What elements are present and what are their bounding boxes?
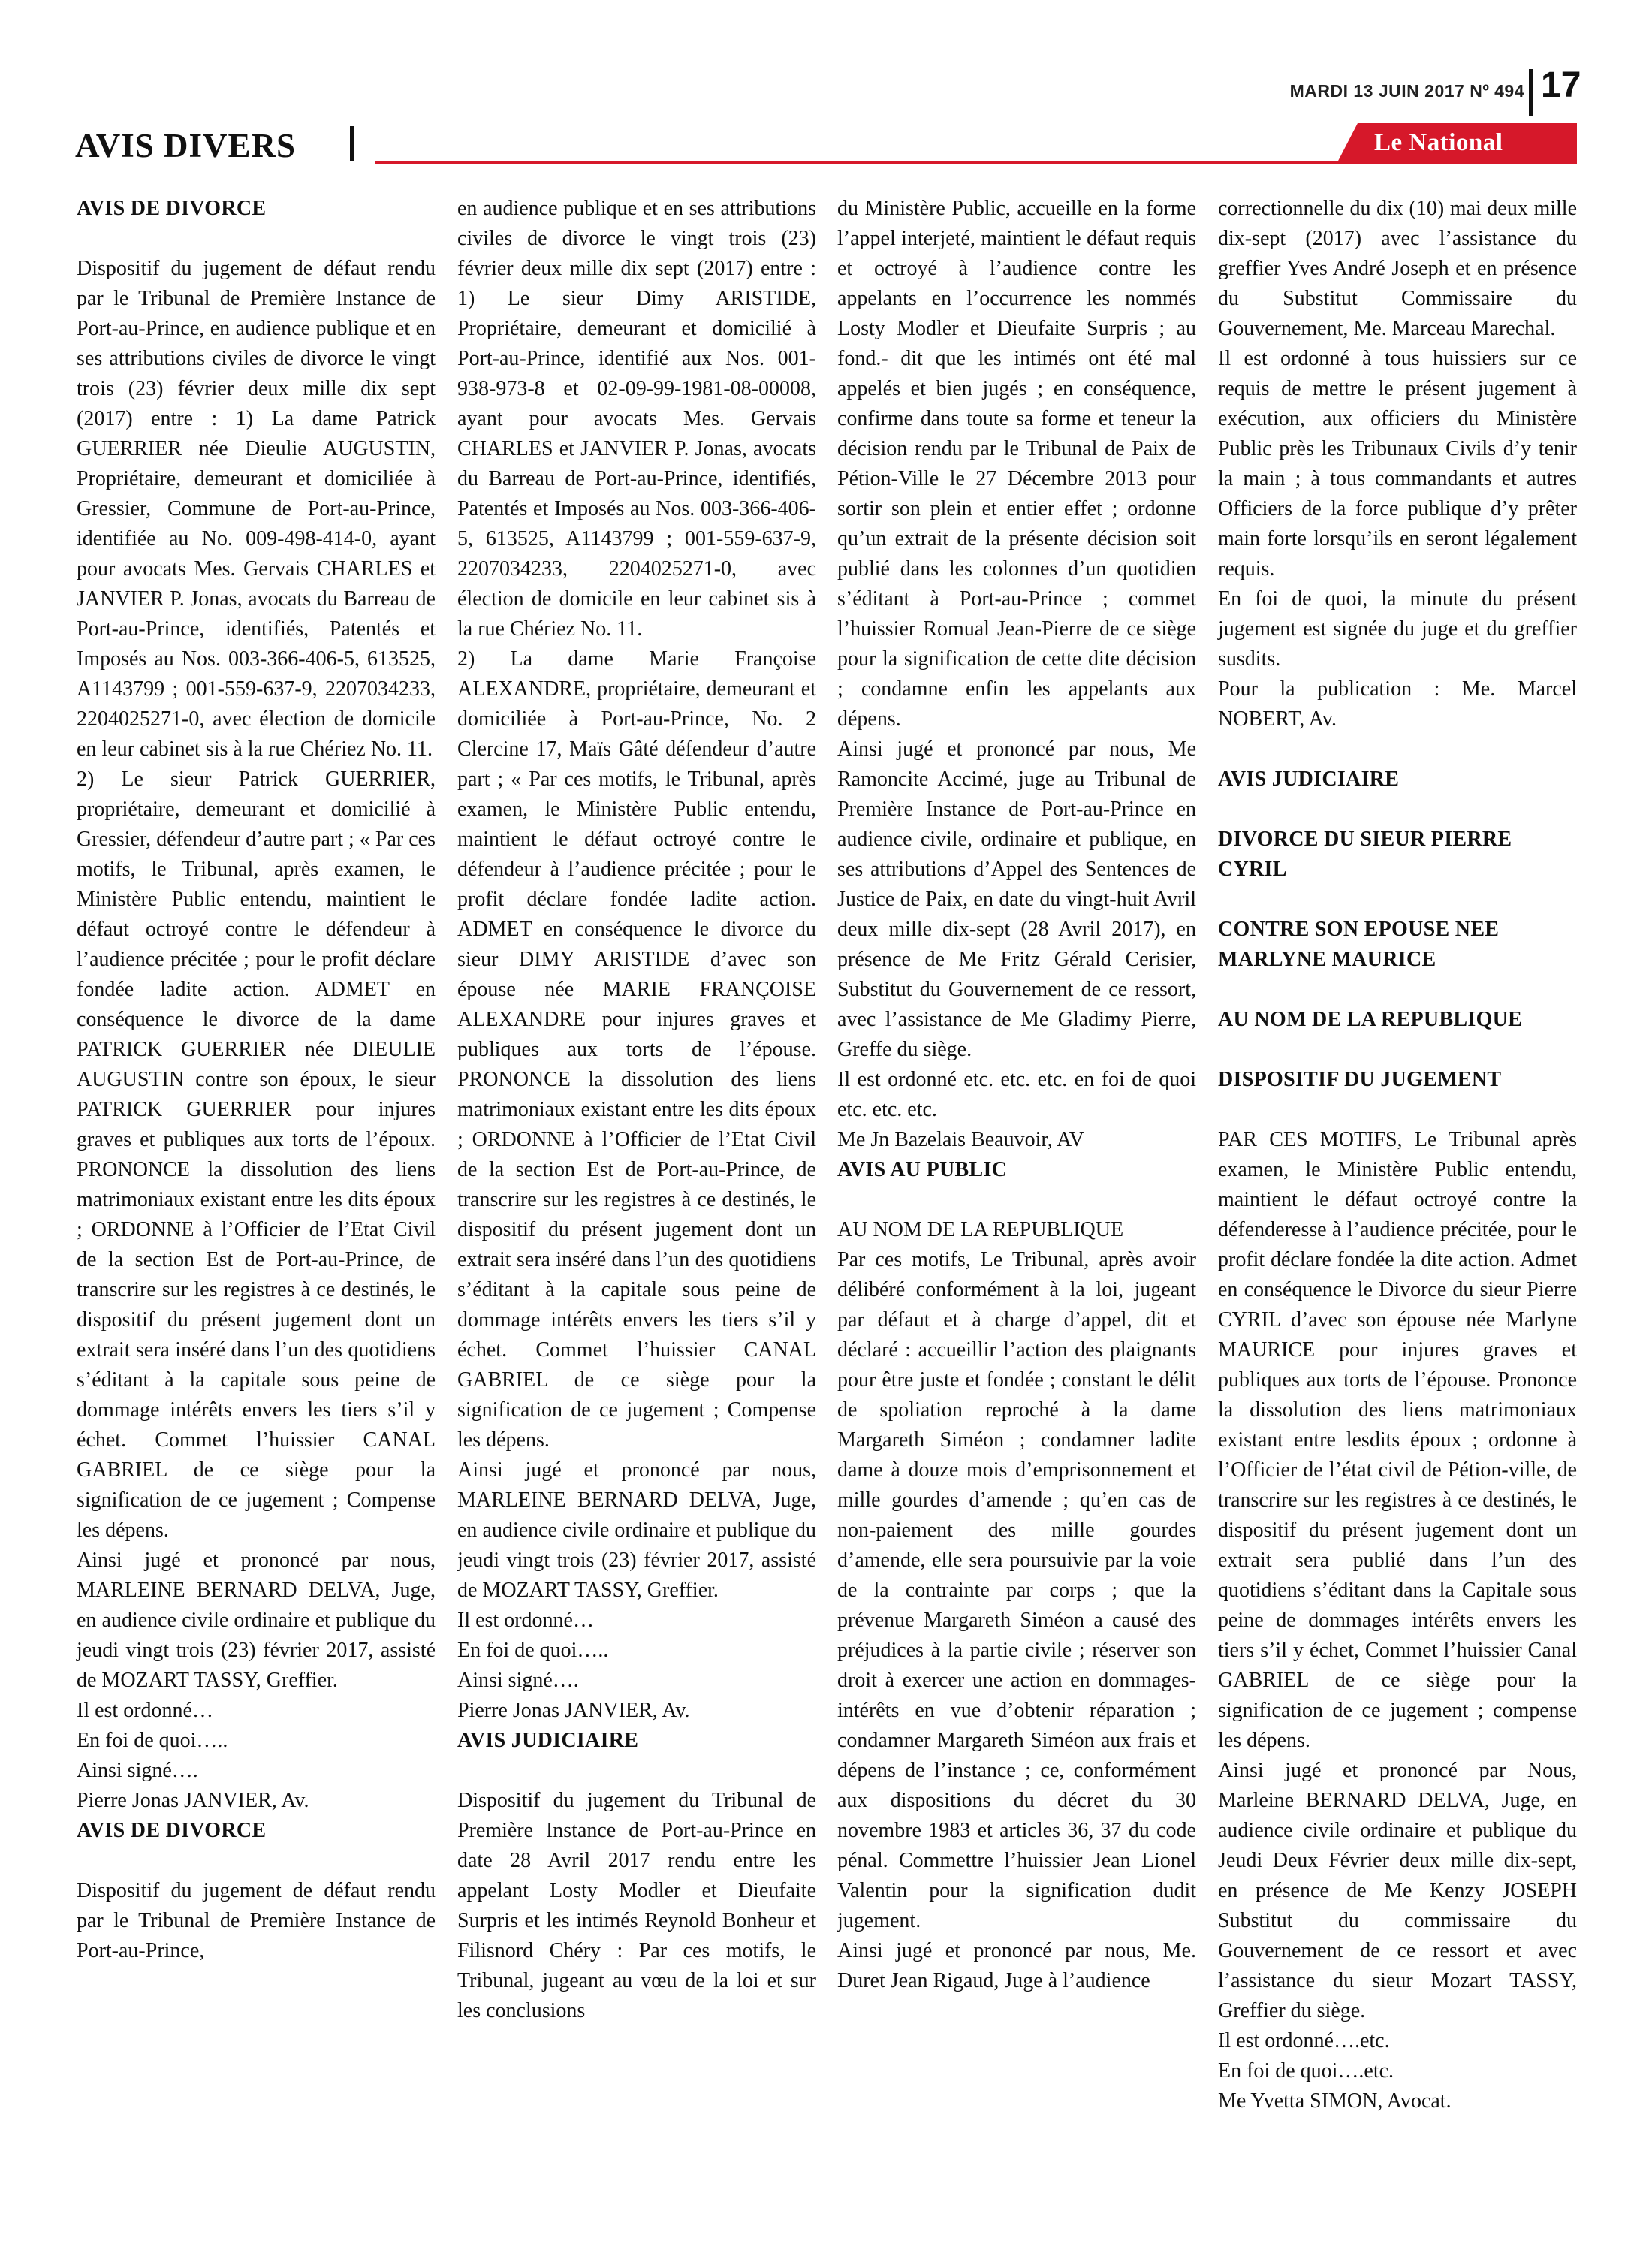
notice-paragraph: Il est ordonné etc. etc. etc. en foi de quoi etc. etc. etc. [837, 1068, 1196, 1121]
page-number: 17 [1541, 65, 1581, 105]
notice-paragraph: 2) La dame Marie Françoise ALEXANDRE, propriétaire, demeurant et domiciliée à Port-au-Prince, No. 2 Clercine 17, Maïs Gâté défendeur d’autre part ; « Par ces motifs, le Tribunal, après examen, le Ministère Public entendu, maintient le défaut octroyé contre le défendeur à l’audience précitée ; pour le profit déclare fondée ladite action. ADMET en conséquence le divorce du sieur DIMY ARISTIDE d’avec son épouse née MARIE FRANÇOISE ALEXANDRE pour injures graves et publiques aux torts de l’épouse. PRONONCE la dissolution des liens matrimoniaux existant entre les dits époux ; ORDONNE à l’Officier de l’Etat Civil de la section Est de Port-au-Prince, de transcrire sur les registres à ce destinés, le dispositif du présent jugement dont un extrait sera inséré dans l’un des quotidiens s’éditant à la capitale sous peine de dommage intérêts envers les tiers s’il y échet. Commet l’huissier CANAL GABRIEL de ce siège pour la signification de ce jugement ; Compense les dépens. [457, 647, 816, 1452]
column-3 [837, 194, 1196, 1996]
notice-paragraph: Ainsi jugé et prononcé par nous, Me. Duret Jean Rigaud, Juge à l’audience [837, 1939, 1196, 1992]
notice-paragraph: 2) Le sieur Patrick GUERRIER, propriétaire, demeurant et domicilié à Gressier, défendeur d’autre part ; « Par ces motifs, le Tribunal, après examen, le Ministère Public entendu, maintient le défaut octroyé contre le défendeur à l’audience précitée ; pour le profit déclare fondée ladite action. ADMET en conséquence le divorce de la dame PATRICK GUERRIER née DIEULIE AUGUSTIN contre son époux, le sieur PATRICK GUERRIER pour injures graves et publiques aux torts de l’époux. PRONONCE la dissolution des liens matrimoniaux existant entre les dits époux ; ORDONNE à l’Officier de l’Etat Civil de la section Est de Port-au-Prince, de transcrire sur les registres à ce destinés, le dispositif du présent jugement dont un extrait sera inséré dans l’un des quotidiens s’éditant à la capitale sous peine de dommage intérêts envers les tiers s’il y échet. Commet l’huissier CANAL GABRIEL de ce siège pour la signification de ce jugement ; Compense les dépens. [77, 768, 436, 1542]
notice-heading: AVIS JUDICIAIRE [457, 1729, 639, 1752]
column-spacer [1218, 734, 1577, 765]
notice-paragraph: Dispositif du jugement de défaut rendu par le Tribunal de Première Instance de Port-au-Prince, en audience publique et en ses attributions civiles de divorce le vingt trois (23) février deux mille dix sept (2017) entre : 1) La dame Patrick GUERRIER née Dieulie AUGUSTIN, Propriétaire, demeurant et domiciliée à Gressier, Commune de Port-au-Prince, identifiée au No. 009-498-414-0, ayant pour avocats Mes. Gervais CHARLES et JANVIER P. Jonas, avocats du Barreau de Port-au-Prince, identifiés, Patentés et Imposés au Nos. 003-366-406-5, 613525, A1143799 ; 001-559-637-9, 2207034233, 2204025271-0, avec élection de domicile en leur cabinet sis à la rue Chériez No. 11. [77, 257, 436, 761]
notice-heading: AVIS DE DIVORCE [77, 1819, 267, 1842]
notice-paragraph: Pour la publication : Me. Marcel NOBERT, Av. [1218, 677, 1577, 731]
notice-heading: AU NOM DE LA REPUBLIQUE [1218, 1008, 1523, 1031]
notice-heading: CONTRE SON EPOUSE NEE MARLYNE MAURICE [1218, 918, 1500, 971]
notice-paragraph: En foi de quoi, la minute du présent jugement est signée du juge et du greffier susdits. [1218, 587, 1577, 671]
notice-paragraph: AU NOM DE LA REPUBLIQUE [837, 1218, 1124, 1241]
notice-paragraph: Pierre Jonas JANVIER, Av. [457, 1699, 690, 1722]
notice-paragraph: Ainsi jugé et prononcé par Nous, Marleine BERNARD DELVA, Juge, en audience civile ordinaire et publique du Jeudi Deux Février deux mille dix-sept, en présence de Me Kenzy JOSEPH Substitut du commissaire du Gouvernement de ce ressort et avec l’assistance du sieur Mozart TASSY, Greffier du siège. [1218, 1759, 1577, 2022]
section-title-bar [350, 126, 354, 161]
column-4 [1218, 194, 1577, 2116]
notice-paragraph: Il est ordonné….etc. [1218, 2029, 1390, 2052]
notice-paragraph: en audience publique et en ses attributions civiles de divorce le vingt trois (23) février deux mille dix sept (2017) entre : 1) Le sieur Dimy ARISTIDE, Propriétaire, demeurant et domicilié à Port-au-Prince, identifié aux Nos. 001-938-973-8 et 02-09-99-1981-08-00008, ayant pour avocats Mes. Gervais CHARLES et JANVIER P. Jonas, avocats du Barreau de Port-au-Prince, identifiés, Patentés et Imposés au Nos. 003-366-406-5, 613525, A1143799 ; 001-559-637-9, 2207034233, 2204025271-0, avec élection de domicile en leur cabinet sis à la rue Chériez No. 11. [457, 197, 816, 641]
header-divider [1529, 69, 1533, 116]
column-1 [77, 194, 436, 1966]
notice-paragraph: Me Yvetta SIMON, Avocat. [1218, 2089, 1452, 2113]
notice-paragraph: Ainsi signé…. [457, 1669, 579, 1692]
notice-paragraph: correctionnelle du dix (10) mai deux mille dix-sept (2017) avec l’assistance du greffier Yves André Joseph et en présence du Substitut Commissaire du Gouvernement, Me. Marceau Marechal. [1218, 197, 1577, 340]
notice-paragraph: En foi de quoi….etc. [1218, 2059, 1394, 2083]
notice-paragraph: En foi de quoi….. [77, 1729, 228, 1752]
column-2 [457, 194, 816, 2026]
notice-paragraph: Ainsi signé…. [77, 1759, 198, 1782]
notice-paragraph: Il est ordonné… [457, 1609, 594, 1632]
notice-paragraph: Ainsi jugé et prononcé par nous, Me Ramoncite Accimé, juge au Tribunal de Première Instance de Port-au-Prince en audience civile, ordinaire et publique, en ses attributions d’Appel des Sentences de Justice de Paix, en date du vingt-huit Avril deux mille dix-sept (28 Avril 2017), en présence de Me Fritz Gérald Cerisier, Substitut du Gouvernement de ce ressort, avec l’assistance de Me Gladimy Pierre, Greffe du siège. [837, 737, 1196, 1061]
brand-name: Le National [1374, 129, 1503, 156]
notice-paragraph: Dispositif du jugement du Tribunal de Première Instance de Port-au-Prince en date 28 Avril 2017 rendu entre les appelant Losty Modler et Dieufaite Surpris et les intimés Reynold Bonheur et Filisnord Chéry : Par ces motifs, le Tribunal, jugeant au vœu de la loi et sur les conclusions [457, 1789, 816, 2022]
notice-paragraph: Ainsi jugé et prononcé par nous, MARLEINE BERNARD DELVA, Juge, en audience civile ordinaire et publique du jeudi vingt trois (23) février 2017, assisté de MOZART TASSY, Greffier. [457, 1458, 816, 1602]
notice-heading: AVIS JUDICIAIRE [1218, 768, 1400, 791]
notice-paragraph: Me Jn Bazelais Beauvoir, AV [837, 1128, 1084, 1151]
notice-paragraph: PAR CES MOTIFS, Le Tribunal après examen, le Ministère Public entendu, maintient le défaut octroyé contre la défenderesse à l’audience précitée, pour le profit déclare fondée la dite action. Admet en conséquence le Divorce du sieur Pierre CYRIL d’avec son épouse née Marlyne MAURICE pour injures graves et publiques aux torts de l’épouse. Prononce la dissolution des liens matrimoniaux existant entre lesdits époux ; ordonne à l’Officier de l’état civil de Pétion-ville, de transcrire sur les registres à ce destinés, le dispositif du présent jugement dont un extrait sera publié dans l’un des quotidiens s’éditant dans la Capitale sous peine de dommages intérêts envers les tiers s’il y échet, Commet l’huissier Canal GABRIEL de ce siège pour la signification de ce jugement ; compense les dépens. [1218, 1128, 1577, 1752]
notice-heading: AVIS AU PUBLIC [837, 1158, 1008, 1181]
notice-heading: DISPOSITIF DU JUGEMENT [1218, 1068, 1502, 1091]
notice-paragraph: Dispositif du jugement de défaut rendu par le Tribunal de Première Instance de Port-au-Prince, [77, 1879, 436, 1962]
notice-paragraph: En foi de quoi….. [457, 1639, 609, 1662]
notice-paragraph: Ainsi jugé et prononcé par nous, MARLEINE BERNARD DELVA, Juge, en audience civile ordinaire et publique du jeudi vingt trois (23) février 2017, assisté de MOZART TASSY, Greffier. [77, 1549, 436, 1692]
notice-heading: DIVORCE DU SIEUR PIERRE CYRIL [1218, 828, 1512, 881]
notice-paragraph: du Ministère Public, accueille en la forme l’appel interjeté, maintient le défaut requis et octroyé à l’audience contre les appelants en l’occurrence les nommés Losty Modler et Dieufaite Surpris ; au fond.- dit que les intimés ont été mal appelés et bien jugés ; en conséquence, confirme dans toute sa forme et teneur la décision rendu par le Tribunal de Paix de Pétion-Ville le 27 Décembre 2013 pour sortir son plein et entier effet ; ordonne qu’un extrait de la présente décision soit publié dans les colonnes d’un quotidien s’éditant à Port-au-Prince ; commet l’huissier Romual Jean-Pierre de ce siège pour la signification de cette dite décision ; condamne enfin les appelants aux dépens. [837, 197, 1196, 731]
notice-paragraph: Par ces motifs, Le Tribunal, après avoir délibéré conformément à la loi, jugeant par défaut et à charge d’appel, dit et déclaré : accueillir l’action des plaignants pour être juste et fondée ; constant le délit de spoliation reproché à la dame Margareth Siméon ; condamner ladite dame à douze mois d’emprisonnement et mille gourdes d’amende ; qu’en cas de non-paiement des mille gourdes d’amende, elle sera poursuivie par la voie de la contrainte par corps ; que la prévenue Margareth Siméon a causé des préjudices à la partie civile ; réserver son droit à exercer une action en dommages-intérêts en vue d’obtenir réparation ; condamner Margareth Siméon aux frais et dépens de l’instance ; ce, conformément aux dispositions du décret du 30 novembre 1983 et articles 36, 37 du code pénal. Commettre l’huissier Jean Lionel Valentin pour la signification dudit jugement. [837, 1248, 1196, 1932]
notice-paragraph: Il est ordonné à tous huissiers sur ce requis de mettre le présent jugement à exécution, aux officiers du Ministère Public près les Tribunaux Civils d’y tenir la main ; à tous commandants et autres Officiers de la force publique d’y prêter main forte lorsqu’ils en seront légalement requis. [1218, 347, 1577, 581]
notice-paragraph: Pierre Jonas JANVIER, Av. [77, 1789, 309, 1812]
page-header [0, 0, 1652, 173]
issue-date: MARDI 13 JUIN 2017 Nº 494 [1289, 81, 1524, 101]
section-title: AVIS DIVERS [75, 127, 297, 164]
notice-heading: AVIS DE DIVORCE [77, 197, 267, 220]
notice-paragraph: Il est ordonné… [77, 1699, 213, 1722]
